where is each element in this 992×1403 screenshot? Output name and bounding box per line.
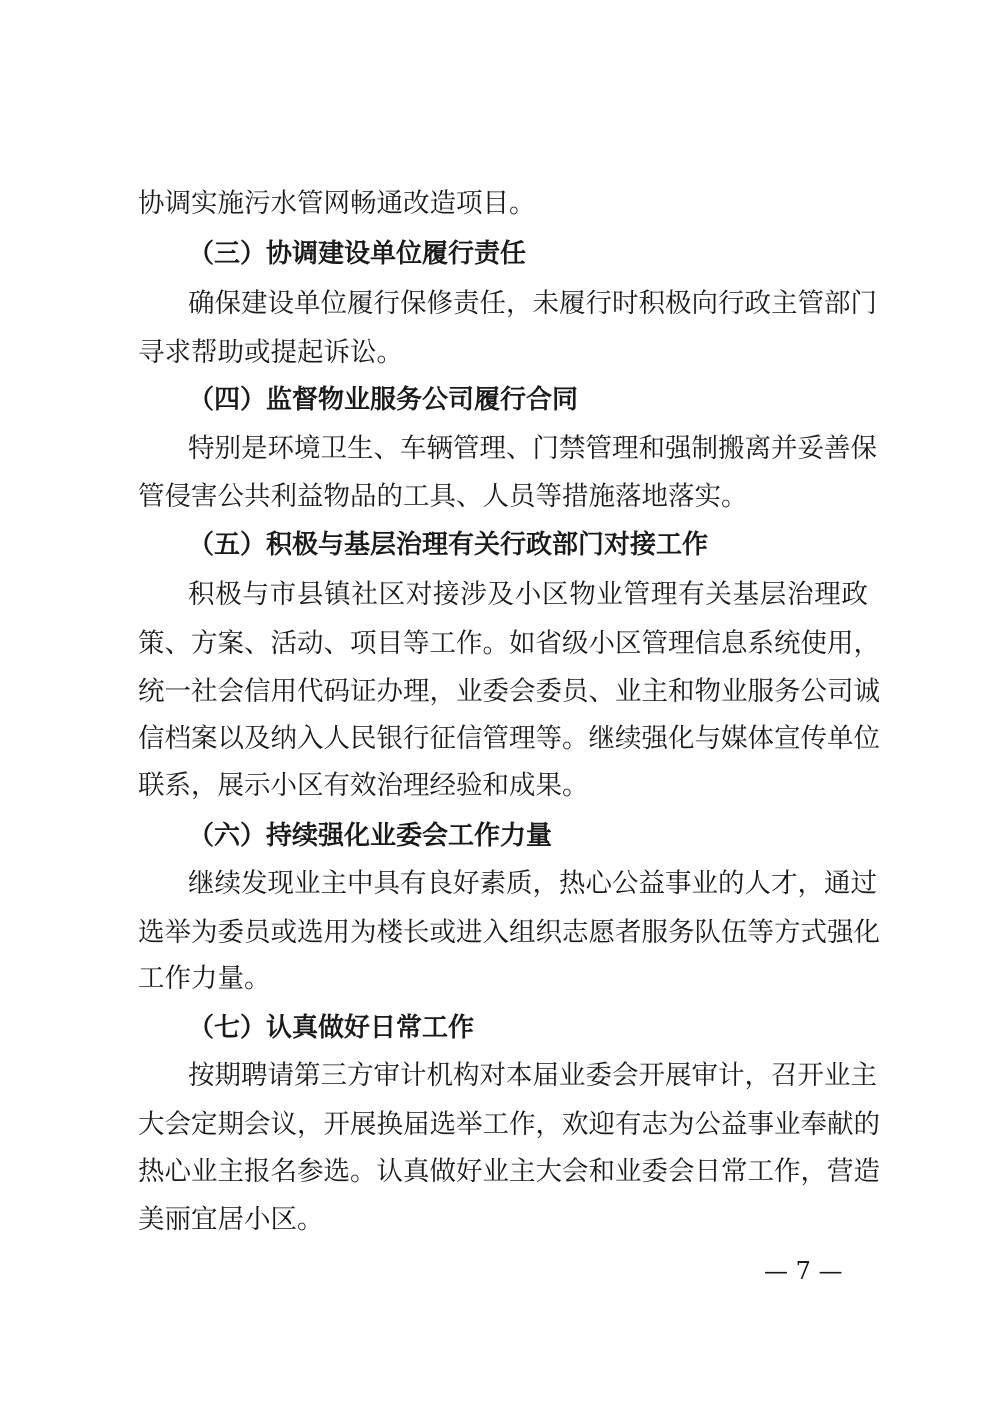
- body-line: 联系，展示小区有效治理经验和成果。: [138, 770, 589, 801]
- body-line: 大会定期会议，开展换届选举工作，欢迎有志为公益事业奉献的: [138, 1109, 880, 1140]
- body-line: 工作力量。: [138, 963, 271, 994]
- body-line: 选举为委员或选用为楼长或进入组织志愿者服务队伍等方式强化: [138, 917, 880, 948]
- page-number: — 7 —: [764, 1257, 843, 1285]
- body-line: 热心业主报名参选。认真做好业主大会和业委会日常工作，营造: [138, 1156, 880, 1187]
- body-line: 确保建设单位履行保修责任，未履行时积极向行政主管部门: [188, 288, 877, 319]
- section-heading-6: （六）持续强化业委会工作力量: [188, 821, 553, 851]
- body-line: 信档案以及纳入人民银行征信管理等。继续强化与媒体宣传单位: [138, 723, 880, 754]
- body-line: 统一社会信用代码证办理，业委会委员、业主和物业服务公司诚: [138, 676, 880, 707]
- body-line: 按期聘请第三方审计机构对本届业委会开展审计，召开业主: [188, 1060, 877, 1091]
- section-heading-4: （四）监督物业服务公司履行合同: [188, 385, 579, 415]
- body-line: 积极与市县镇社区对接涉及小区物业管理有关基层治理政: [188, 579, 868, 610]
- body-line: 策、方案、活动、项目等工作。如省级小区管理信息系统使用，: [138, 628, 880, 659]
- body-line: 协调实施污水管网畅通改造项目。: [138, 188, 536, 219]
- section-heading-5: （五）积极与基层治理有关行政部门对接工作: [188, 530, 709, 560]
- body-line: 美丽宜居小区。: [138, 1204, 324, 1235]
- body-line: 特别是环境卫生、车辆管理、门禁管理和强制搬离并妥善保: [188, 433, 877, 464]
- section-heading-3: （三）协调建设单位履行责任: [188, 239, 527, 269]
- body-line: 继续发现业主中具有良好素质，热心公益事业的人才，通过: [188, 868, 877, 899]
- body-line: 管侵害公共利益物品的工具、人员等措施落地落实。: [138, 481, 748, 512]
- body-line: 寻求帮助或提起诉讼。: [138, 337, 403, 368]
- section-heading-7: （七）认真做好日常工作: [188, 1013, 475, 1043]
